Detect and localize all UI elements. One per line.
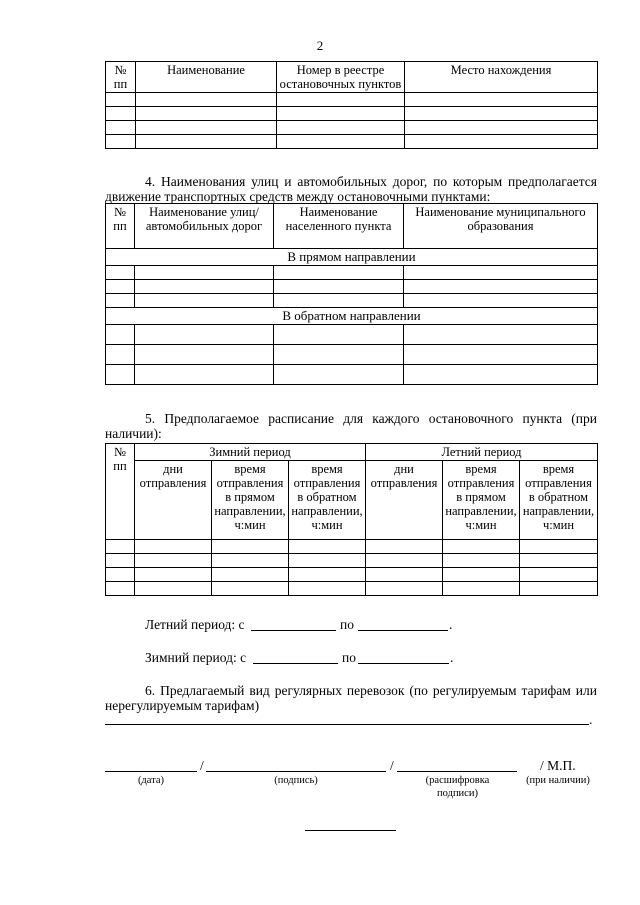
- winter-period-label: Зимний период: с: [145, 650, 247, 665]
- winter-period-end: .: [450, 650, 454, 665]
- table-row: [106, 135, 598, 149]
- table-row: [106, 582, 598, 596]
- section-4-paragraph: [105, 174, 597, 204]
- roads-table: [105, 203, 598, 385]
- summer-from-field[interactable]: [251, 630, 336, 631]
- winter-days-header: дни отправления: [135, 461, 212, 540]
- winter-reverse-time-header: время отправления в обратном направлении, ч:мин: [289, 461, 366, 540]
- col-header-number: № пп: [106, 444, 135, 540]
- winter-to-label: по: [342, 650, 356, 665]
- section-4-number: 4.: [145, 174, 156, 189]
- winter-direct-time-header: время отправления в прямом направлении, ч:мин: [212, 461, 289, 540]
- reverse-direction-label: В обратном направлении: [106, 308, 598, 325]
- summer-period-label: Летний период: с: [145, 617, 245, 632]
- summer-days-header: дни отправления: [366, 461, 443, 540]
- col-header-name: Наименование: [136, 62, 277, 93]
- col-header-registry-number: Номер в реестре остановочных пунктов: [277, 62, 405, 93]
- section-5-number: 5.: [145, 411, 156, 426]
- date-field[interactable]: [105, 771, 197, 772]
- col-header-municipality: Наименование муниципального образования: [404, 204, 598, 249]
- col-header-location: Место нахождения: [405, 62, 598, 93]
- table-row: [106, 345, 598, 365]
- signature-decode-field[interactable]: [397, 771, 517, 772]
- table-row: [106, 107, 598, 121]
- schedule-table: [105, 443, 598, 596]
- page-number: 2: [316, 38, 324, 53]
- section-6-text: Предлагаемый вид регулярных перевозок (по регулируемым тарифам или нерегулируемым тарифам): [105, 683, 597, 713]
- slash-2: /: [390, 758, 394, 773]
- col-header-locality: Наименование населенного пункта: [274, 204, 404, 249]
- section-5-text: Предполагаемое расписание для каждого остановочного пункта (при наличии):: [105, 411, 597, 441]
- table-row: [106, 294, 598, 308]
- summer-period-header: Летний период: [366, 444, 598, 461]
- section-4-text: Наименования улиц и автомобильных дорог, по которым предполагается движение транспортных средств между остановочными пунктами:: [105, 174, 597, 204]
- direct-direction-label: В прямом направлении: [106, 249, 598, 266]
- summer-period-end: .: [449, 617, 453, 632]
- stamp-label: / М.П.: [540, 758, 576, 773]
- summer-reverse-time-header: время отправления в обратном направлении, ч:мин: [520, 461, 598, 540]
- signature-caption: (подпись): [274, 775, 318, 786]
- table-row: [106, 266, 598, 280]
- winter-to-field[interactable]: [358, 663, 449, 664]
- table-row: [106, 121, 598, 135]
- winter-from-field[interactable]: [253, 663, 338, 664]
- section-6-end: .: [589, 712, 593, 727]
- slash-1: /: [200, 758, 204, 773]
- winter-period-header: Зимний период: [135, 444, 366, 461]
- table-row: [106, 325, 598, 345]
- section-6-number: 6.: [145, 683, 156, 698]
- table-row: [106, 93, 598, 107]
- date-caption: (дата): [137, 775, 165, 786]
- stamp-caption: (при наличии): [526, 775, 590, 786]
- table-row: [106, 365, 598, 385]
- section-6-answer-field[interactable]: [105, 724, 589, 725]
- decode-caption: (расшифровка подписи): [425, 775, 490, 799]
- summer-to-label: по: [340, 617, 354, 632]
- table-row: [106, 540, 598, 554]
- table-row: [106, 280, 598, 294]
- footer-divider: [305, 830, 396, 831]
- summer-direct-time-header: время отправления в прямом направлении, ч:мин: [443, 461, 520, 540]
- col-header-number: № пп: [106, 62, 136, 93]
- section-6-paragraph: [105, 683, 597, 713]
- signature-field[interactable]: [206, 771, 386, 772]
- col-header-street: Наименование улиц/автомобильных дорог: [135, 204, 274, 249]
- section-5-paragraph: [105, 411, 597, 441]
- col-header-number: № пп: [106, 204, 135, 249]
- table-row: [106, 568, 598, 582]
- table-row: [106, 554, 598, 568]
- stop-points-table: [105, 61, 598, 149]
- summer-to-field[interactable]: [358, 630, 448, 631]
